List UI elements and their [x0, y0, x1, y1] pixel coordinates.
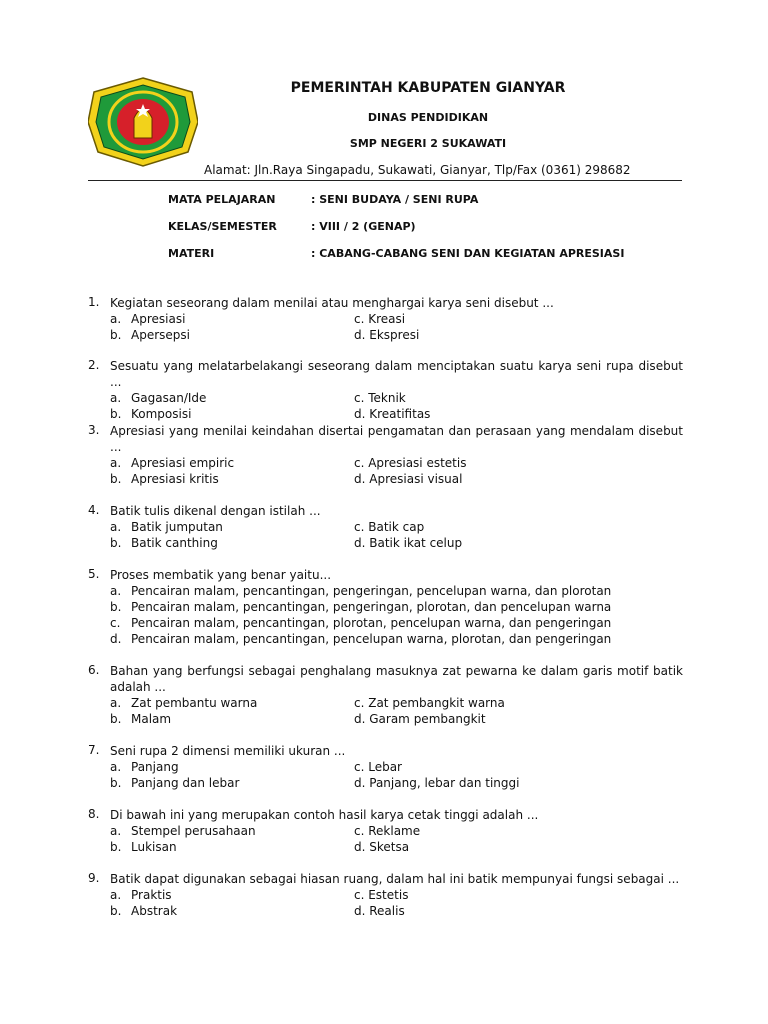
header-school: SMP NEGERI 2 SUKAWATI: [349, 137, 507, 150]
question-number: 9.: [88, 871, 100, 885]
question-options: [110, 695, 683, 727]
question-number: 1.: [88, 295, 100, 309]
header-address: Alamat: Jln.Raya Singapadu, Sukawati, Gianyar, Tlp/Fax (0361) 298682: [204, 163, 631, 177]
option-c: c. Reklame: [354, 824, 421, 838]
question-options: [110, 519, 683, 551]
option-a: a. Praktis: [110, 888, 172, 902]
option-d: d. Apresiasi visual: [354, 472, 463, 486]
option-d: d. Panjang, lebar dan tinggi: [354, 776, 520, 790]
option-d: d. Garam pembangkit: [354, 712, 486, 726]
question-options: [110, 311, 683, 343]
question-3: [88, 423, 683, 487]
option-b: b. Lukisan: [110, 840, 177, 854]
header-department: DINAS PENDIDIKAN: [367, 111, 489, 124]
meta-material-value: : CABANG-CABANG SENI DAN KEGIATAN APRESIASI: [311, 247, 625, 260]
meta-subject-label: MATA PELAJARAN: [168, 193, 276, 206]
question-1: [88, 295, 683, 343]
question-8: [88, 807, 683, 855]
meta-class-label: KELAS/SEMESTER: [168, 220, 277, 233]
question-number: 6.: [88, 663, 100, 677]
question-6: [88, 663, 683, 727]
option-a: a. Pencairan malam, pencantingan, pengeringan, pencelupan warna, dan plorotan: [110, 584, 612, 598]
option-c: c. Estetis: [354, 888, 409, 902]
option-c: c. Batik cap: [354, 520, 425, 534]
question-text: Apresiasi yang menilai keindahan disertai pengamatan dan perasaan yang mendalam disebut ...: [110, 424, 683, 454]
question-2: [88, 358, 683, 422]
question-number: 4.: [88, 503, 100, 517]
option-a: a. Batik jumputan: [110, 520, 223, 534]
question-text: Batik dapat digunakan sebagai hiasan ruang, dalam hal ini batik mempunyai fungsi sebagai ...: [110, 872, 680, 886]
option-b: b. Apresiasi kritis: [110, 472, 219, 486]
meta-class-value: : VIII / 2 (GENAP): [311, 220, 416, 233]
question-options: [110, 390, 683, 422]
option-d: d. Sketsa: [354, 840, 410, 854]
question-options: [110, 455, 683, 487]
question-number: 5.: [88, 567, 100, 581]
option-b: b. Pencairan malam, pencantingan, pengeringan, plorotan, dan pencelupan warna: [110, 600, 612, 614]
question-4: [88, 503, 683, 551]
question-options: [110, 823, 683, 855]
question-options: [110, 583, 683, 647]
option-d: d. Realis: [354, 904, 405, 918]
option-a: a. Apresiasi empiric: [110, 456, 235, 470]
header-divider: [88, 180, 682, 181]
option-a: a. Gagasan/Ide: [110, 391, 207, 405]
option-c: c. Pencairan malam, pencantingan, plorotan, pencelupan warna, dan pengeringan: [110, 616, 612, 630]
question-7: [88, 743, 683, 791]
meta-material-label: MATERI: [168, 247, 215, 260]
question-number: 7.: [88, 743, 100, 757]
question-options: [110, 887, 683, 919]
option-b: b. Panjang dan lebar: [110, 776, 240, 790]
option-a: a. Panjang: [110, 760, 179, 774]
option-c: c. Apresiasi estetis: [354, 456, 467, 470]
question-text: Bahan yang berfungsi sebagai penghalang masuknya zat pewarna ke dalam garis motif batik adalah ...: [110, 664, 683, 694]
question-text: Di bawah ini yang merupakan contoh hasil karya cetak tinggi adalah ...: [110, 808, 539, 822]
question-options: [110, 759, 683, 791]
question-5: [88, 567, 683, 647]
option-b: b. Komposisi: [110, 407, 192, 421]
meta-subject-value: : SENI BUDAYA / SENI RUPA: [311, 193, 479, 206]
question-number: 8.: [88, 807, 100, 821]
option-b: b. Malam: [110, 712, 172, 726]
question-number: 2.: [88, 358, 100, 372]
question-number: 3.: [88, 423, 100, 437]
question-text: Kegiatan seseorang dalam menilai atau menghargai karya seni disebut ...: [110, 296, 554, 310]
question-9: [88, 871, 683, 919]
option-a: a. Zat pembantu warna: [110, 696, 258, 710]
option-d: d. Pencairan malam, pencantingan, pencelupan warna, plorotan, dan pengeringan: [110, 632, 612, 646]
option-d: d. Ekspresi: [354, 328, 420, 342]
option-b: b. Abstrak: [110, 904, 178, 918]
option-d: d. Batik ikat celup: [354, 536, 463, 550]
question-text: Batik tulis dikenal dengan istilah ...: [110, 504, 321, 518]
question-text: Proses membatik yang benar yaitu...: [110, 568, 332, 582]
question-text: Seni rupa 2 dimensi memiliki ukuran ...: [110, 744, 346, 758]
option-b: b. Batik canthing: [110, 536, 218, 550]
option-c: c. Lebar: [354, 760, 402, 774]
option-d: d. Kreatifitas: [354, 407, 431, 421]
option-a: a. Stempel perusahaan: [110, 824, 256, 838]
option-c: c. Teknik: [354, 391, 406, 405]
header-government: PEMERINTAH KABUPATEN GIANYAR: [290, 80, 566, 96]
option-a: a. Apresiasi: [110, 312, 186, 326]
option-c: c. Zat pembangkit warna: [354, 696, 505, 710]
question-text: Sesuatu yang melatarbelakangi seseorang dalam menciptakan suatu karya seni rupa disebut ...: [110, 359, 683, 389]
option-c: c. Kreasi: [354, 312, 406, 326]
option-b: b. Apersepsi: [110, 328, 190, 342]
